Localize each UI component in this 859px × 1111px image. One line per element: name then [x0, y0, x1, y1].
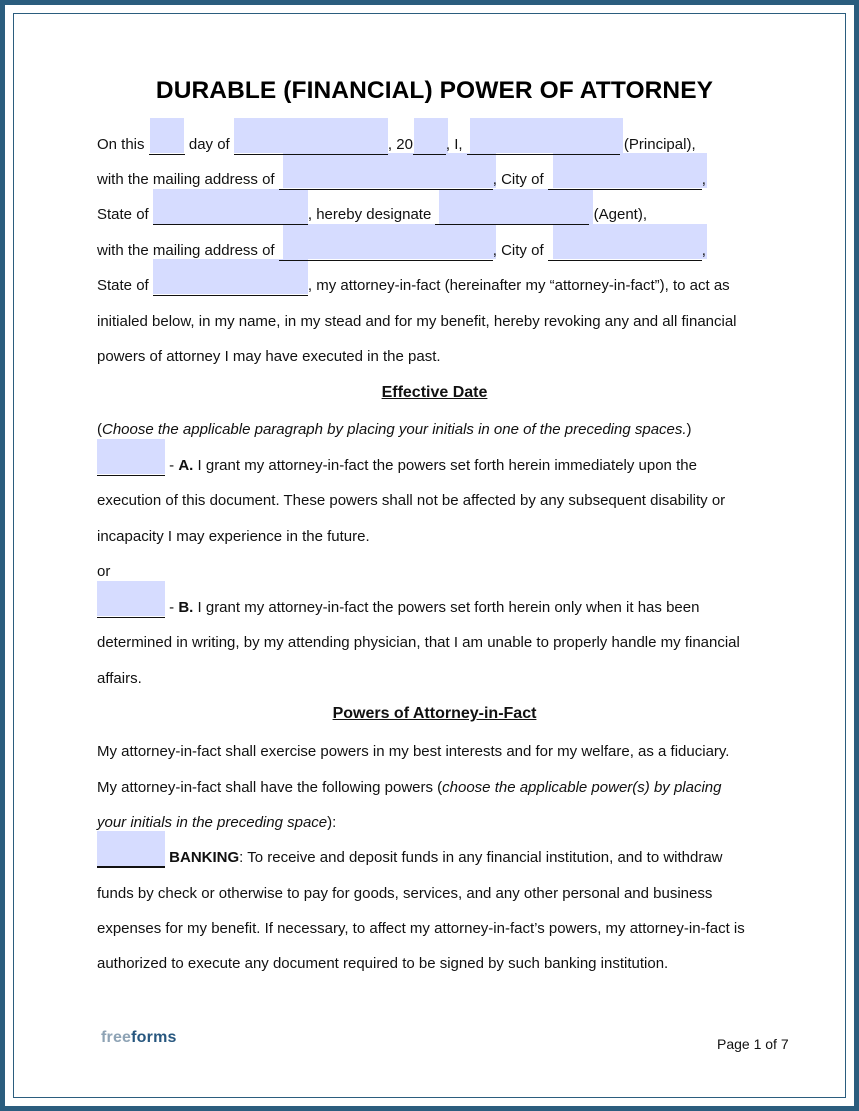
document-title: DURABLE (FINANCIAL) POWER OF ATTORNEY	[155, 77, 714, 104]
option-b-line-1	[97, 598, 699, 618]
option-letter: A.	[178, 457, 194, 474]
option-b-line-3: affairs.	[97, 670, 142, 687]
state-blank	[153, 276, 308, 296]
banking-line-4: authorized to execute any document required to be signed by such banking institution.	[97, 955, 669, 972]
intro-line-4	[97, 241, 706, 261]
banking-text: : To receive and deposit funds in any financial institution, and to withdraw	[239, 849, 723, 866]
intro-text: , my attorney-in-fact (hereinafter my “attorney-in-fact”), to act as	[307, 277, 730, 294]
powers-line-2	[97, 778, 722, 798]
or-text: or	[97, 563, 111, 580]
intro-text: (Agent),	[589, 206, 647, 223]
powers-text: ):	[327, 814, 337, 831]
intro-text: with the mailing address of	[97, 242, 279, 259]
initials-blank	[97, 598, 165, 618]
intro-text: with the mailing address of	[97, 171, 279, 188]
city-blank	[548, 241, 702, 261]
option-b-line-2: determined in writing, by my attending physician, that I am unable to properly handle my financial	[97, 634, 740, 651]
page-number: Page 1 of 7	[717, 1036, 789, 1052]
intro-text: ,	[701, 242, 706, 259]
intro-line-3	[97, 205, 647, 225]
intro-text: On this	[97, 136, 149, 153]
intro-line-5	[97, 276, 730, 296]
option-a-line-2: execution of this document. These powers shall not be affected by any subsequent disability or	[97, 492, 726, 509]
principal-blank	[467, 135, 620, 155]
banking-line-1	[97, 848, 723, 868]
logo-free: free	[101, 1029, 132, 1046]
powers-line-3	[97, 813, 336, 833]
effective-date-instruction	[97, 420, 692, 440]
intro-line-7: powers of attorney I may have executed in the past.	[97, 348, 441, 365]
intro-text: , City of	[492, 171, 548, 188]
intro-line-2	[97, 170, 706, 190]
option-letter: B.	[178, 599, 194, 616]
logo-forms: forms	[131, 1029, 177, 1046]
intro-text: day of	[184, 136, 234, 153]
dash: -	[165, 457, 179, 474]
intro-text: State of	[97, 277, 153, 294]
dash: -	[165, 599, 179, 616]
option-text: I grant my attorney-in-fact the powers set forth herein immediately upon the	[193, 457, 697, 474]
paren: )	[686, 421, 692, 438]
powers-text: My attorney-in-fact shall have the following powers (	[97, 779, 443, 796]
intro-text: , hereby designate	[307, 206, 436, 223]
banking-line-2: funds by check or otherwise to pay for goods, services, and any other personal and business	[97, 885, 713, 902]
year-blank	[413, 135, 446, 155]
powers-heading: Powers of Attorney-in-Fact	[332, 705, 537, 722]
intro-text: , City of	[492, 242, 548, 259]
banking-line-3: expenses for my benefit. If necessary, to affect my attorney-in-fact’s powers, my attorney-in-fact is	[97, 920, 745, 937]
option-a-line-1	[97, 456, 697, 476]
effective-date-heading: Effective Date	[381, 384, 488, 401]
instruction-text: Choose the applicable paragraph by placing your initials in one of the preceding spaces.	[102, 421, 687, 438]
address-blank	[279, 170, 493, 190]
option-a-line-3: incapacity I may experience in the future.	[97, 528, 370, 545]
intro-text: ,	[701, 171, 706, 188]
agent-blank	[435, 205, 589, 225]
intro-text: , I,	[445, 136, 467, 153]
intro-text: , 20	[387, 136, 413, 153]
option-text: I grant my attorney-in-fact the powers set forth herein only when it has been	[193, 599, 700, 616]
freeforms-logo[interactable]	[101, 1029, 177, 1047]
state-blank	[153, 205, 308, 225]
intro-text: (Principal),	[619, 136, 696, 153]
initials-blank	[97, 848, 165, 868]
month-blank	[234, 135, 388, 155]
powers-line-1: My attorney-in-fact shall exercise powers in my best interests and for my welfare, as a fiduciary.	[97, 743, 730, 760]
powers-italic: choose the applicable power(s) by placing	[442, 779, 722, 796]
intro-line-6: initialed below, in my name, in my stead and for my benefit, hereby revoking any and all financial	[97, 313, 737, 330]
day-blank	[149, 135, 185, 155]
paren: (	[97, 421, 102, 438]
city-blank	[548, 170, 702, 190]
intro-line-1	[97, 135, 696, 155]
powers-italic: your initials in the preceding space	[97, 814, 328, 831]
intro-text: State of	[97, 206, 153, 223]
banking-label: BANKING	[169, 849, 240, 866]
initials-blank	[97, 456, 165, 476]
address-blank	[279, 241, 493, 261]
